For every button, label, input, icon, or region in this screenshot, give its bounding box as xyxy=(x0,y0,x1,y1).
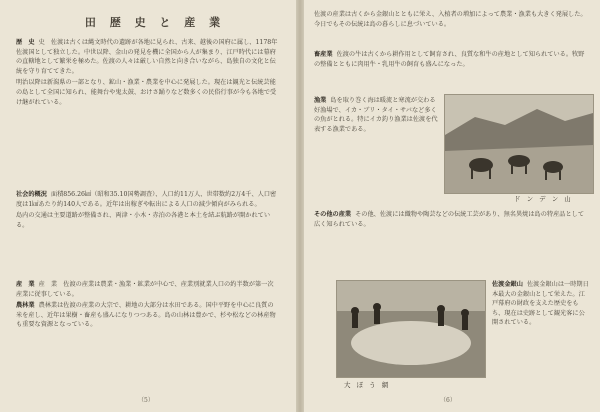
gold-mine-heading: 佐渡金銀山 xyxy=(492,281,523,288)
intro-text: 佐渡の産業は古くから金銀山とともに栄え、入植者の増加によって農業・漁業も大きく発展した。今日でもその伝統は島の暮らしに息づいている。 xyxy=(314,11,587,28)
gold-mine-text: 佐渡金銀山は一時期日本最大の金銀山として栄えた。江戸幕府の財政を支えた歴史をもち、現在は史跡として観光客に公開されている。 xyxy=(492,281,589,327)
history-paragraph-1: 史 佐渡は古くは縄文時代の遺跡が各地に見られ、古来、越後の国府に属し、1178年佐渡国として独立した。中世以降、金山の発見を機に全国から人が集まり、江戸時代には幕府の直轄地として繁栄を極めた。佐渡の人々は厳しい自然と向き合いながら、島独自の文化と伝統を守り育ててきた。 xyxy=(16,39,278,75)
gold-mine-section xyxy=(492,280,590,330)
cattle-photo-graphic xyxy=(445,95,593,193)
photo-fishing-net xyxy=(336,280,486,378)
society-section xyxy=(16,190,278,232)
page-number-left: （5） xyxy=(138,397,154,404)
other-industry-heading: その他の産業 xyxy=(314,211,352,218)
history-paragraph-2: 明治以降は新潟県の一部となり、鉱山・漁業・農業を中心に発展した。現在は観光と伝統芸能の島として全国に知られ、能舞台や鬼太鼓、おけさ踊りなど数多くの民俗行事が今も各地で受け継がれている。 xyxy=(16,79,277,106)
other-industry-text: その他、佐渡には織物や陶芸などの伝統工芸があり、無名異焼は島の特産品として広く知られている。 xyxy=(314,211,585,228)
photo-bottom-caption: 大 ぼ う 網 xyxy=(344,381,391,389)
history-heading: 歴 史 xyxy=(16,39,35,46)
livestock-heading: 畜産業 xyxy=(314,51,333,58)
page-title: 田 歴 史 と 産 業 xyxy=(84,16,226,29)
industry-section xyxy=(16,280,278,332)
society-paragraph-2: 島内の交通は主要道路が整備され、両津・小木・赤泊の各港と本土を結ぶ航路が開かれている。 xyxy=(16,212,271,229)
right-page xyxy=(304,0,600,412)
photo-top-caption: ド ン デ ン 山 xyxy=(514,195,573,203)
page-number-right: （6） xyxy=(440,397,456,404)
fishery-section xyxy=(314,96,438,136)
book-gutter xyxy=(296,0,304,412)
other-industry-section xyxy=(314,210,590,231)
society-heading: 社会的概況 xyxy=(16,191,47,198)
livestock-section xyxy=(314,50,590,71)
industry-paragraph-1: 産 業 佐渡の産業は農業・漁業・鉱業が中心で、産業別就業人口の約半数が第一次産業に従事している。 xyxy=(16,281,274,298)
left-page xyxy=(0,0,296,412)
intro-section xyxy=(314,10,590,31)
fishing-photo-graphic xyxy=(337,281,485,377)
society-paragraph-1: 面積856.26㎢（昭和35.10国勢調査）、人口約11万人、世帯数約2万4千、人口密度は1㎢あたり約140人である。近年は出稼ぎや転出による人口の減少傾向がみられる。 xyxy=(16,191,277,208)
history-section xyxy=(16,38,278,109)
agriculture-heading: 農林業 xyxy=(16,302,35,310)
fishery-text: 島を取り巻く海は暖流と寒流が交わる好漁場で、イカ・ブリ・タイ・サバなど多くの魚がとれる。特にイカ釣り漁業は佐渡を代表する漁業である。 xyxy=(314,97,438,133)
industry-paragraph-2: 農林業は佐渡の産業の大宗で、耕地の大部分は水田である。国中平野を中心に良質の米を産し、近年は果樹・畜産も盛んになりつつある。島の山林は豊かで、杉や松などの林産物も重要な資源となっている。 xyxy=(16,302,276,329)
photo-cattle-mountain xyxy=(444,94,594,194)
fishery-heading: 漁業 xyxy=(314,97,327,104)
industry-heading: 産 業 xyxy=(16,281,35,288)
livestock-text: 佐渡の牛は古くから耕作用として飼育され、良質な和牛の産地として知られている。牧野の整備とともに肉用牛・乳用牛の飼育も盛んになった。 xyxy=(314,51,585,68)
